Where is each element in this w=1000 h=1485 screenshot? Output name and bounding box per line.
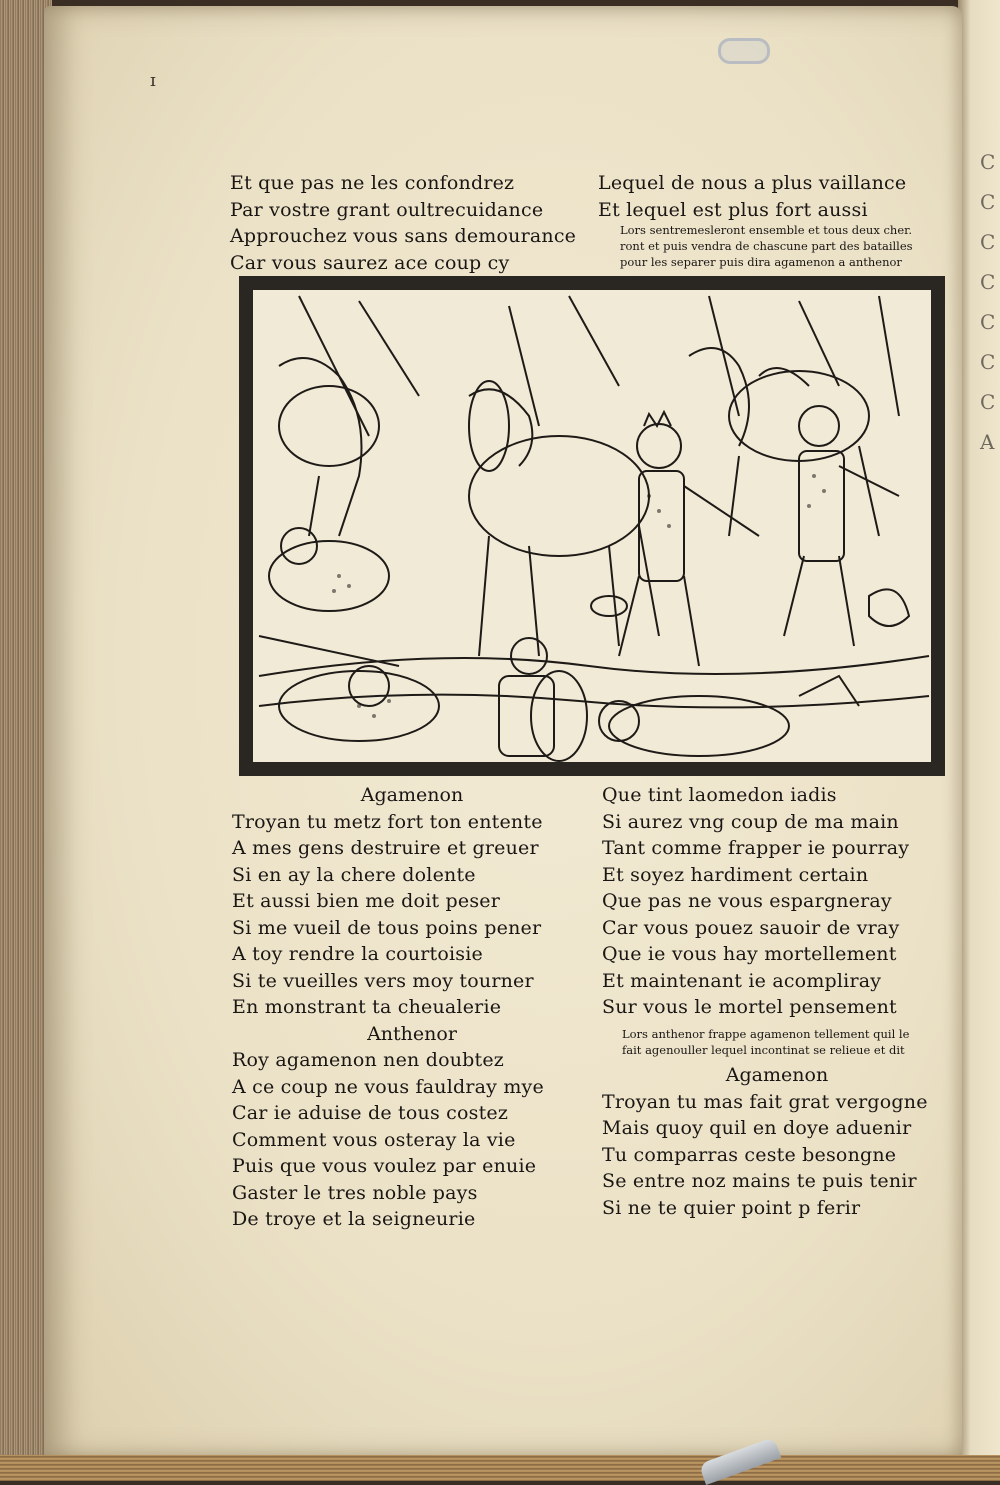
verse-line: Car vous pouez sauoir de vray <box>602 916 900 939</box>
lower-left-column <box>232 782 592 1233</box>
verse-line: En monstrant ta cheualerie <box>232 996 502 1018</box>
verse-line: Si te vueilles vers moy tourner <box>232 969 534 992</box>
verse-line: De troye et la seigneurie <box>232 1208 476 1230</box>
verse-line: Gaster le tres noble pays <box>232 1181 478 1204</box>
rubric-line: ront et puis vendra de chascune part des batailles <box>620 239 913 253</box>
facing-page-edge: C C C C C C C A <box>958 0 1000 1481</box>
page-clip <box>718 38 770 64</box>
lower-right-rubric <box>622 1026 909 1058</box>
rubric-line: Lors anthenor frappe agamenon tellement quil le <box>622 1027 910 1041</box>
verse-line: Approuchez vous sans demourance <box>230 225 577 247</box>
verse-line: Sur vous le mortel pensement <box>602 996 897 1018</box>
verse-line: Car vous saurez ace coup cy <box>230 251 510 274</box>
verse-line: Si me vueil de tous poins pener <box>232 916 542 939</box>
verse-line: Et aussi bien me doit peser <box>232 890 501 912</box>
verse-line: Si en ay la chere dolente <box>232 863 476 886</box>
speaker-heading: Agamenon <box>360 784 464 806</box>
top-left-verses <box>230 170 576 276</box>
verse-line: Et soyez hardiment certain <box>602 863 869 886</box>
verse-line: Tu comparras ceste besongne <box>602 1143 897 1166</box>
book-bottom-edge <box>0 1455 1000 1481</box>
verse-line: Roy agamenon nen doubtez <box>232 1049 504 1071</box>
verse-line: Mais quoy quil en doye aduenir <box>602 1117 912 1139</box>
verse-line: Si aurez vng coup de ma main <box>602 810 899 833</box>
lower-right-column <box>602 782 909 1021</box>
top-right-verses <box>598 170 906 223</box>
speaker-heading: Agamenon <box>725 1064 829 1086</box>
verse-line: Et que pas ne les confondrez <box>230 172 515 194</box>
verse-line: Troyan tu metz fort ton entente <box>232 810 543 833</box>
verse-line: Par vostre grant oultrecuidance <box>230 198 544 221</box>
top-right-rubric <box>620 222 913 270</box>
verse-line: Lequel de nous a plus vaillance <box>598 172 907 194</box>
verse-line: A ce coup ne vous fauldray mye <box>232 1075 544 1098</box>
page-mark: ɪ <box>150 70 156 91</box>
verse-line: Comment vous osteray la vie <box>232 1128 516 1151</box>
rubric-line: Lors sentremesleront ensemble et tous deux cher. <box>620 223 913 237</box>
verse-line: Et lequel est plus fort aussi <box>598 198 868 221</box>
verse-line: Si ne te quier point p ferir <box>602 1196 861 1219</box>
verse-line: Que pas ne vous espargneray <box>602 890 892 912</box>
rubric-line: fait agenouller lequel incontinat se relieue et dit <box>622 1043 905 1057</box>
verse-line: A mes gens destruire et greuer <box>232 837 539 859</box>
battle-scene-image <box>239 276 945 776</box>
woodcut-illustration <box>239 276 945 776</box>
verse-line: Tant comme frapper ie pourray <box>602 837 910 859</box>
verse-line: Troyan tu mas fait grat vergogne <box>602 1090 928 1113</box>
lower-right-column-2 <box>602 1062 952 1221</box>
verse-line: Que ie vous hay mortellement <box>602 943 897 965</box>
verse-line: Car ie aduise de tous costez <box>232 1102 509 1124</box>
verse-line: Et maintenant ie acompliray <box>602 969 882 992</box>
verse-line: Puis que vous voulez par enuie <box>232 1155 537 1177</box>
verse-line: A toy rendre la courtoisie <box>232 943 483 965</box>
speaker-heading: Anthenor <box>367 1022 457 1045</box>
rubric-line: pour les separer puis dira agamenon a anthenor <box>620 255 902 269</box>
verse-line: Se entre noz mains te puis tenir <box>602 1170 917 1192</box>
verse-line: Que tint laomedon iadis <box>602 784 837 806</box>
